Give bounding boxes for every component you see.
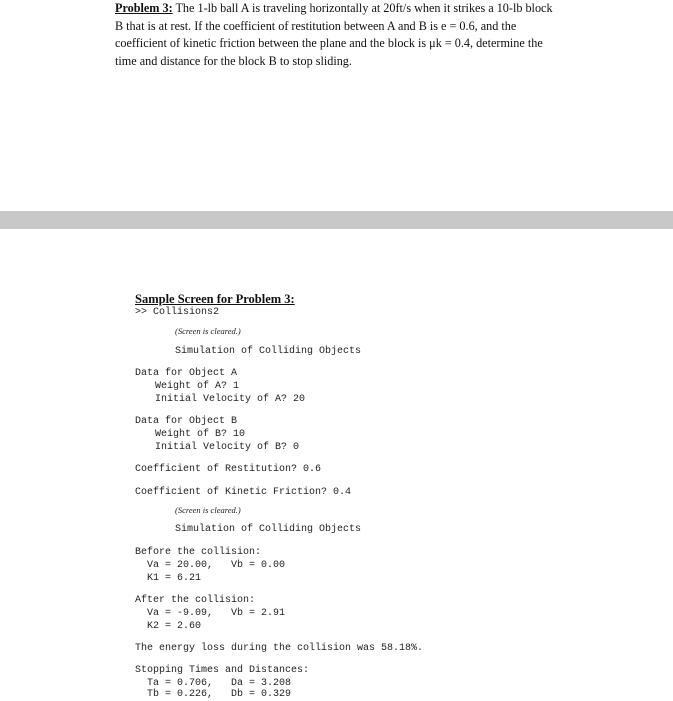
simulation-title-2: Simulation of Colliding Objects: [175, 524, 362, 535]
friction-input: Coefficient of Kinetic Friction? 0.4: [135, 487, 352, 498]
after-velocities: Va = -9.09, Vb = 2.91: [147, 608, 286, 619]
restitution-input: Coefficient of Restitution? 0.6: [135, 464, 322, 475]
problem-line-4: time and distance for the block B to stop sliding.: [115, 53, 352, 68]
sample-screen-title: Sample Screen for Problem 3:: [135, 292, 295, 306]
stopping-b: Tb = 0.226, Db = 0.329: [147, 689, 292, 700]
screen-cleared-note-2: (Screen is cleared.): [175, 505, 241, 515]
simulation-title: Simulation of Colliding Objects: [175, 346, 362, 357]
screen-cleared-note: (Screen is cleared.): [175, 326, 241, 336]
problem-statement: [115, 0, 635, 70]
stopping-header: Stopping Times and Distances:: [135, 665, 310, 676]
problem-label: Problem 3:: [115, 1, 173, 15]
object-b-header: Data for Object B: [135, 416, 238, 427]
before-collision-header: Before the collision:: [135, 547, 262, 558]
object-a-header: Data for Object A: [135, 368, 238, 379]
problem-line-1: Problem 3: The 1-lb ball A is traveling horizontally at 20ft/s when it strikes a 10-lb block: [115, 1, 553, 15]
before-energy: K1 = 6.21: [147, 573, 202, 584]
console-prompt: >> Collisions2: [135, 307, 220, 318]
after-collision-header: After the collision:: [135, 595, 256, 606]
object-a-weight: Weight of A? 1: [155, 381, 240, 392]
object-b-velocity: Initial Velocity of B? 0: [155, 442, 300, 453]
before-velocities: Va = 20.00, Vb = 0.00: [147, 560, 286, 571]
stopping-a: Ta = 0.706, Da = 3.208: [147, 678, 292, 689]
energy-loss-line: The energy loss during the collision was 58.18%.: [135, 643, 424, 654]
after-energy: K2 = 2.60: [147, 621, 202, 632]
problem-line-3: coefficient of kinetic friction between the plane and the block is μk = 0.4, determine the: [115, 36, 543, 50]
page-divider-band: [0, 211, 673, 229]
object-b-weight: Weight of B? 10: [155, 429, 246, 440]
object-a-velocity: Initial Velocity of A? 20: [155, 394, 306, 405]
problem-line-2: B that is at rest. If the coefficient of restitution between A and B is e = 0.6, and the: [115, 18, 517, 33]
